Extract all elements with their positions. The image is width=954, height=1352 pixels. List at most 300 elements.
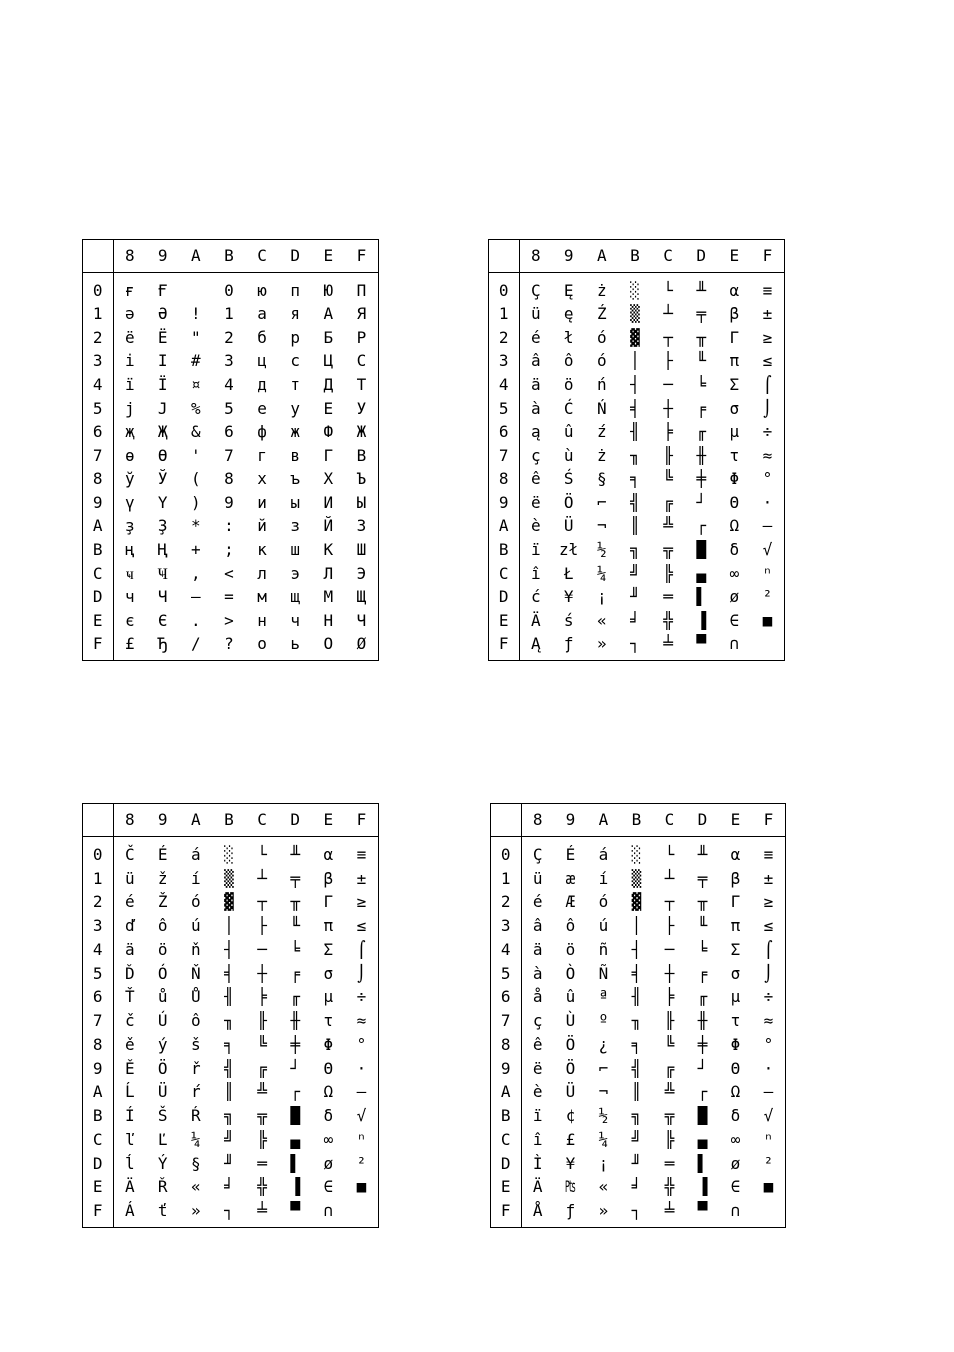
char-cell: ╕: [224, 1034, 234, 1054]
char-cell: —: [762, 516, 773, 536]
row-header: 0: [491, 843, 521, 867]
char-cell: ¼: [596, 563, 607, 583]
row-header: 0: [83, 279, 113, 303]
row-header: E: [83, 609, 113, 633]
char-cell: Č: [124, 844, 135, 864]
char-cell: »: [596, 634, 607, 654]
char-cell: ö: [157, 939, 168, 959]
char-grid: [491, 804, 785, 1227]
row-header: 5: [83, 397, 113, 421]
char-cell: §: [190, 1153, 201, 1173]
char-cell: ≡: [763, 844, 774, 864]
char-cell: »: [598, 1201, 609, 1221]
char-cell: ª: [598, 987, 609, 1007]
char-cell: █: [696, 539, 706, 559]
char-cell: ±: [356, 868, 367, 888]
char-cell: Ù: [565, 1011, 576, 1031]
char-cell: ═: [257, 1153, 267, 1173]
char-cell: ï: [530, 539, 541, 559]
char-cell: ╨: [697, 844, 708, 864]
char-cell: ô: [190, 1011, 201, 1031]
char-cell: ,: [190, 563, 201, 583]
char-cell: ¼: [598, 1129, 609, 1149]
char-cell: ╗: [630, 539, 640, 559]
char-cell: ≈: [762, 445, 773, 465]
char-cell: ⌠: [762, 375, 773, 395]
char-cell: £: [124, 634, 135, 654]
corner-cell: [491, 804, 521, 837]
table-row: [489, 373, 784, 397]
char-cell: ∈: [323, 1177, 334, 1197]
table-row: [489, 468, 784, 492]
char-cell: ê: [532, 1034, 543, 1054]
table-row: [83, 279, 378, 303]
table-row: [83, 1128, 378, 1152]
char-cell: Ć: [563, 398, 574, 418]
charset-table-bottom-right: [490, 803, 786, 1228]
column-header: B: [618, 240, 651, 273]
column-header: A: [585, 240, 618, 273]
char-cell: ╚: [664, 1034, 675, 1054]
char-cell: Ю: [323, 280, 334, 300]
char-cell: ┤: [631, 939, 642, 959]
char-cell: ¡: [596, 587, 607, 607]
char-cell: ╕: [631, 1034, 642, 1054]
row-header: 8: [491, 1033, 521, 1057]
char-cell: Ə: [157, 304, 168, 324]
char-cell: Ł: [563, 563, 574, 583]
char-cell: ô: [157, 916, 168, 936]
char-cell: ▌: [290, 1153, 300, 1173]
char-cell: Φ: [729, 469, 740, 489]
char-cell: ╫: [697, 1011, 708, 1031]
row-header: C: [489, 562, 519, 586]
char-cell: ë: [532, 1058, 543, 1078]
char-cell: 4: [224, 375, 234, 395]
table-row: [491, 1033, 785, 1057]
char-cell: â: [530, 351, 541, 371]
char-cell: π: [323, 916, 334, 936]
char-cell: ╛: [630, 610, 640, 630]
char-cell: ╧: [257, 1201, 267, 1221]
table-row: [489, 585, 784, 609]
table-row: [489, 538, 784, 562]
char-cell: Ъ: [356, 469, 367, 489]
table-row: [83, 962, 378, 986]
char-cell: ╙: [290, 916, 300, 936]
char-cell: └: [664, 844, 675, 864]
column-header: E: [719, 804, 752, 837]
char-cell: Ө: [157, 445, 168, 465]
row-header: 9: [83, 491, 113, 515]
char-cell: Ҙ: [157, 516, 168, 536]
char-cell: б: [257, 327, 267, 347]
char-cell: ú: [598, 916, 609, 936]
char-cell: £: [565, 1129, 576, 1149]
char-cell: ─: [664, 939, 675, 959]
char-cell: Ä: [532, 1177, 543, 1197]
row-header: 4: [491, 938, 521, 962]
char-cell: ╔: [257, 1058, 267, 1078]
row-header: F: [489, 632, 519, 656]
char-cell: ╜: [631, 1153, 642, 1173]
char-cell: ╚: [663, 469, 673, 489]
corner-cell: [83, 804, 113, 837]
column-header: C: [653, 804, 686, 837]
char-cell: ¬: [596, 516, 607, 536]
char-cell: 6: [224, 422, 234, 442]
char-grid: [489, 240, 784, 660]
char-cell: ├: [664, 916, 675, 936]
row-header: 8: [83, 1033, 113, 1057]
char-cell: ÷: [762, 422, 773, 442]
char-cell: >: [224, 610, 234, 630]
char-cell: ч: [290, 610, 300, 630]
char-cell: π: [729, 351, 740, 371]
char-cell: ê: [530, 469, 541, 489]
char-cell: Θ: [729, 492, 740, 512]
table-row: [83, 1199, 378, 1223]
char-cell: Γ: [729, 327, 740, 347]
char-cell: ┌: [290, 1082, 300, 1102]
table-row: [83, 585, 378, 609]
char-cell: █: [290, 1106, 300, 1126]
char-cell: ř: [190, 1058, 201, 1078]
char-cell: σ: [323, 963, 334, 983]
char-cell: ╤: [696, 304, 706, 324]
char-cell: ł: [563, 327, 574, 347]
char-cell: ╬: [257, 1177, 267, 1197]
char-cell: └: [663, 280, 673, 300]
char-cell: Р: [356, 327, 367, 347]
char-cell: ⁿ: [763, 1129, 774, 1149]
char-cell: ∞: [730, 1129, 741, 1149]
char-cell: Ç: [530, 280, 541, 300]
row-header: D: [83, 585, 113, 609]
char-cell: Я: [356, 304, 367, 324]
char-cell: ╓: [696, 422, 706, 442]
char-cell: Ω: [323, 1082, 334, 1102]
char-cell: Т: [356, 375, 367, 395]
char-cell: %: [190, 398, 201, 418]
table-row: [489, 632, 784, 656]
column-header: D: [685, 240, 718, 273]
column-header: A: [587, 804, 620, 837]
char-cell: Г: [323, 445, 334, 465]
char-cell: ≡: [762, 280, 773, 300]
char-cell: ╥: [696, 327, 706, 347]
char-cell: ▀: [290, 1201, 300, 1221]
char-cell: Ń: [596, 398, 607, 418]
char-cell: ╚: [257, 1034, 267, 1054]
char-cell: Ě: [124, 1058, 135, 1078]
row-header: 6: [489, 420, 519, 444]
char-cell: ·: [762, 492, 773, 512]
char-cell: ë: [530, 492, 541, 512]
char-cell: ä: [530, 375, 541, 395]
char-cell: τ: [729, 445, 740, 465]
char-cell: ░: [631, 844, 642, 864]
column-header: 9: [146, 240, 179, 273]
row-header: 2: [491, 891, 521, 915]
corner-cell: [83, 240, 113, 273]
table-row: [83, 326, 378, 350]
char-cell: ±: [763, 868, 774, 888]
char-cell: Ç: [532, 844, 543, 864]
char-cell: Ò: [565, 963, 576, 983]
char-cell: Щ: [356, 587, 367, 607]
char-cell: ╡: [224, 963, 234, 983]
charset-table-top-right: [488, 239, 785, 661]
column-header: F: [345, 240, 378, 273]
row-header: 3: [489, 350, 519, 374]
char-cell: è: [532, 1082, 543, 1102]
char-cell: ╗: [224, 1106, 234, 1126]
char-cell: ╟: [663, 445, 673, 465]
char-cell: ⌠: [356, 939, 367, 959]
char-cell: ∩: [729, 634, 740, 654]
char-cell: ⁿ: [762, 563, 773, 583]
char-cell: ∞: [729, 563, 740, 583]
char-cell: Θ: [730, 1058, 741, 1078]
char-cell: Җ: [157, 422, 168, 442]
char-cell: 8: [224, 469, 234, 489]
char-cell: ╠: [663, 563, 673, 583]
char-cell: Ш: [356, 539, 367, 559]
char-cell: ú: [190, 916, 201, 936]
table-row: [489, 562, 784, 586]
char-cell: ╛: [631, 1177, 642, 1197]
row-header: 6: [491, 986, 521, 1010]
char-cell: ü: [530, 304, 541, 324]
char-cell: Ø: [356, 634, 367, 654]
char-cell: ü: [532, 868, 543, 888]
char-cell: š: [190, 1034, 201, 1054]
char-cell: ň: [190, 939, 201, 959]
table-row: [83, 938, 378, 962]
char-cell: σ: [730, 963, 741, 983]
char-cell: Ĺ: [124, 1082, 135, 1102]
char-cell: Х: [323, 469, 334, 489]
table-row: [489, 420, 784, 444]
column-header: B: [620, 804, 653, 837]
char-cell: і: [124, 351, 135, 371]
char-cell: ╬: [664, 1177, 675, 1197]
char-cell: Ҹ: [157, 563, 168, 583]
char-cell: Ü: [565, 1082, 576, 1102]
char-cell: ž: [157, 868, 168, 888]
row-header: 7: [491, 1009, 521, 1033]
char-cell: ď: [124, 916, 135, 936]
char-cell: ╒: [697, 963, 708, 983]
char-cell: ┴: [257, 868, 267, 888]
char-cell: ҹ: [125, 563, 134, 583]
char-cell: Æ: [565, 892, 576, 912]
char-cell: ╨: [696, 280, 706, 300]
char-cell: ╪: [697, 1034, 708, 1054]
char-cell: ś: [563, 610, 574, 630]
char-cell: ╛: [224, 1177, 234, 1197]
table-row: [83, 397, 378, 421]
table-row: [83, 986, 378, 1010]
char-cell: ż: [596, 280, 607, 300]
char-cell: ╘: [697, 939, 708, 959]
char-cell: Ä: [530, 610, 541, 630]
table-row: [83, 420, 378, 444]
char-cell: [752, 1199, 785, 1223]
char-cell: π: [730, 916, 741, 936]
column-header: 8: [521, 804, 554, 837]
table-row: [489, 515, 784, 539]
char-cell: ¥: [563, 587, 574, 607]
char-cell: é: [124, 892, 135, 912]
row-header: D: [83, 1152, 113, 1176]
char-cell: ╩: [664, 1082, 675, 1102]
char-cell: ø: [730, 1153, 741, 1173]
char-cell: п: [290, 280, 300, 300]
char-cell: ô: [563, 351, 574, 371]
char-cell: ■: [763, 1177, 774, 1197]
char-cell: ć: [530, 587, 541, 607]
char-cell: ▓: [630, 327, 640, 347]
char-cell: §: [596, 469, 607, 489]
char-cell: .: [190, 610, 201, 630]
column-header: 9: [552, 240, 585, 273]
char-cell: [345, 1199, 378, 1223]
char-cell: ─: [257, 939, 267, 959]
char-cell: ҙ: [124, 516, 135, 536]
char-cell: ┘: [290, 1058, 300, 1078]
char-cell: Σ: [730, 939, 741, 959]
char-cell: ∈: [730, 1177, 741, 1197]
table-row: [491, 986, 785, 1010]
char-cell: ⌡: [762, 398, 773, 418]
char-cell: ╣: [224, 1058, 234, 1078]
char-cell: ╣: [630, 492, 640, 512]
table-row: [491, 962, 785, 986]
char-cell: δ: [323, 1106, 334, 1126]
row-header: A: [491, 1081, 521, 1105]
char-cell: ╧: [663, 634, 673, 654]
row-header: A: [83, 1081, 113, 1105]
table-row: [491, 1152, 785, 1176]
char-cell: ¼: [190, 1129, 201, 1149]
row-header: 0: [489, 279, 519, 303]
char-cell: Б: [323, 327, 334, 347]
char-cell: ;: [224, 539, 234, 559]
char-cell: Ů: [190, 987, 201, 1007]
char-cell: ┬: [664, 892, 675, 912]
char-cell: ┤: [630, 375, 640, 395]
row-header: 6: [83, 420, 113, 444]
table-row: [491, 1128, 785, 1152]
char-cell: ó: [598, 892, 609, 912]
char-cell: м: [257, 587, 267, 607]
char-cell: 0: [224, 280, 234, 300]
char-cell: √: [763, 1106, 774, 1126]
char-cell: µ: [323, 987, 334, 1007]
column-header: E: [312, 240, 345, 273]
char-cell: ј: [124, 398, 135, 418]
char-cell: (: [190, 469, 201, 489]
column-header: B: [212, 804, 245, 837]
row-header: A: [83, 515, 113, 539]
char-cell: ╟: [664, 1011, 675, 1031]
char-cell: î: [532, 1129, 543, 1149]
char-cell: Ì: [532, 1153, 543, 1173]
char-cell: ║: [631, 1082, 642, 1102]
char-cell: ę: [563, 304, 574, 324]
char-cell: ╫: [696, 445, 706, 465]
char-cell: з: [290, 516, 300, 536]
char-cell: ╜: [224, 1153, 234, 1173]
char-cell: α: [729, 280, 740, 300]
char-cell: ╠: [664, 1129, 675, 1149]
char-cell: —: [763, 1082, 774, 1102]
table-row: [83, 1033, 378, 1057]
row-header: 2: [83, 891, 113, 915]
char-cell: ≥: [762, 327, 773, 347]
char-cell: ц: [257, 351, 267, 371]
char-cell: ø: [323, 1153, 334, 1173]
row-header: 3: [491, 914, 521, 938]
row-header: 0: [83, 843, 113, 867]
table-row: [491, 938, 785, 962]
char-cell: í: [598, 868, 609, 888]
table-row: [83, 1009, 378, 1033]
column-header: C: [246, 804, 279, 837]
row-header: F: [83, 1199, 113, 1223]
char-cell: Ľ: [157, 1129, 168, 1149]
table-row: [491, 1176, 785, 1200]
char-cell: °: [762, 469, 773, 489]
char-cell: ш: [290, 539, 300, 559]
char-cell: ¢: [565, 1106, 576, 1126]
table-row: [489, 326, 784, 350]
char-cell: â: [532, 916, 543, 936]
char-cell: ╖: [631, 1011, 642, 1031]
column-header: F: [752, 804, 785, 837]
char-cell: ŕ: [190, 1082, 201, 1102]
char-cell: τ: [730, 1011, 741, 1031]
char-cell: µ: [729, 422, 740, 442]
char-cell: ń: [596, 375, 607, 395]
char-cell: ┐: [630, 634, 640, 654]
char-cell: П: [356, 280, 367, 300]
char-cell: ²: [356, 1153, 367, 1173]
char-cell: å: [532, 987, 543, 1007]
char-cell: ы: [290, 492, 300, 512]
table-row: [83, 1057, 378, 1081]
char-cell: Á: [124, 1201, 135, 1221]
char-cell: è: [530, 516, 541, 536]
char-cell: ┬: [663, 327, 673, 347]
char-cell: ě: [124, 1034, 135, 1054]
char-cell: ┘: [696, 492, 706, 512]
char-cell: Ғ: [157, 280, 168, 300]
char-cell: І: [157, 351, 168, 371]
char-cell: ù: [563, 445, 574, 465]
table-row: [491, 843, 785, 867]
table-row: [491, 867, 785, 891]
char-cell: ў: [124, 469, 135, 489]
char-cell: ╦: [257, 1106, 267, 1126]
char-cell: ├: [663, 351, 673, 371]
char-cell: ▐: [696, 610, 706, 630]
char-cell: ≈: [356, 1011, 367, 1031]
char-cell: ?: [224, 634, 234, 654]
char-cell: ½: [598, 1106, 609, 1126]
